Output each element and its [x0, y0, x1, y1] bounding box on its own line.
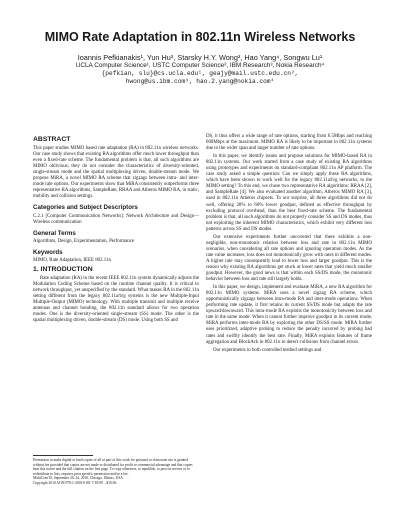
right-paragraph-5: Our experiments in both controlled testbed settings and [213, 347, 322, 353]
keywords-text: MIMO, Rate Adaptation, IEEE 802.11n [33, 257, 111, 263]
right-paragraph-2: In this paper, we identify issues and propose solutions for MIMO-based RA in 802.11n systems. Our work started from a case study of existing RA algorithms using prototypes and experiments on standard-compliant 802.11n AP platform. The case study asked a simple question: Can we simply apply these RA algorithms, which have been shown to work well for the legacy 802.11a/b/g networks, to the MIMO setting? To this end, we chose two representative RA algorithms: RRAA [2], and SampleRate [4]. We also evaluated another algorithm, Atheros MIMO RA [3], used in 802.11n Atheros chipsets. To our surprise, all three algorithms did not do well, offering 28% to 60% lower goodput, defined as effective throughput by excluding protocol overhead, than the best fixed-rate scheme. The fundamental problem is that, all such algorithms do not properly consider SS and DS modes, thus not exploiting the inherent MIMO characteristics, which exhibit very different loss patterns across SS and DS modes. [206, 154, 372, 232]
right-column [206, 134, 372, 356]
author-block [20, 54, 380, 86]
right-paragraph-3: Our extensive experiments further uncovered that there exhibits a non-negligible, non-monotonic relation between loss and rate in 802.11n MIMO scenarios, when considering all rate options and ignoring operation modes. As the rate value increases, loss does not monotonically grow with rates in different modes. A higher rate may consequently lead to lower loss and larger goodput. This is the reason why existing RA algorithms get stuck at lower rates that yield much smaller goodput. However, the good news is that within each SS/DS mode, the monotonic behavior between loss and rate still largely holds. [206, 234, 372, 283]
keywords-heading: Keywords [33, 248, 63, 256]
general-terms-text: Algorithms, Design, Experimentation, Performance [33, 238, 135, 244]
permission-text: Permission to make digital or hard copies of all or part of this work for personal or classroom use is granted without fee provided that copies are not made or distributed for profit or commercial advantage and that copies bear this notice and the full citation on the first page. To copy otherwise, to republish, to post on servers or to redistribute to lists, requires prior specific permission and/or a fee. [33, 458, 193, 476]
permission-footnote [33, 455, 199, 485]
left-column [33, 134, 199, 326]
introduction-text: Rate adaptation (RA) in the recent IEEE 802.11n system dynamically adjusts the Modulation Coding Scheme based on the runtime channel quality. It is critical to network throughput, yet unspecified by the standard. What makes RA in the 802.11n setting different from the legacy 802.11a/b/g systems is the new Multiple-Input Multiple-Output (MIMO) technology. With multiple transmit and multiple receive antennas and channel bonding, the 802.11n standard allows for two operation modes. One is the diversity-oriented single-stream (SS) mode. The other is the spatial multiplexing driven, double-stream (DS) mode. Using both SS and [33, 275, 199, 324]
author-emails-line-1: {pefkian, slu}@cs.ucla.edu¹, geajy@mail.ustc.edu.cn², [101, 69, 299, 77]
author-emails-line-2: hwong@us.ibm.com³, hao.2.yang@nokia.com⁴ [125, 77, 275, 85]
abstract-text: This paper studies MIMO based rate adaptation (RA) in 802.11n wireless networks. Our case study shows that existing RA algorithms offer much lower throughput than even a fixed-rate scheme. The fundamental problem is that, all such algorithms are MIMO oblivious; they do not consider the characteristics of diversity-oriented, single-stream mode and the spatial multiplexing driven, double-stream mode. We propose MiRA, a novel MIMO RA scheme that zigzags between intra- and inter-mode rate options. Our experiments show that MiRA consistently outperforms three representative RA algorithms, SampleRate, RRAA and Atheros MIMO RA, in static, mobility and collision settings. [33, 146, 199, 200]
right-paragraph-4: In this paper, we design, implement and evaluate MiRA, a new RA algorithm for 802.11n MIMO systems. MiRA uses a novel zigzag RA scheme, which opportunistically zigzags between intra-mode RA and inter-mode operations. When performing rate update, it first retains its current SS/DS mode but adapts the rate upward/downward. This intra-mode RA exploits the monotonicity between loss and rate in the same mode. When it cannot further improve goodput in its current mode, MiRA performs inter-mode RA by exploring the other DS/SS mode. MiRA further uses prioritized, adaptive probing to reduce the penalty incurred by probing bad rates and swiftly identify the best rate. Finally, MiRA exploits features of frame aggregation and BlockAck in 802.11n to detect collisions from channel errors. [206, 285, 372, 345]
conference-text: MobiCom'10, September 20–24, 2010, Chicago, Illinois, USA. [33, 476, 124, 480]
general-terms-heading: General Terms [33, 229, 76, 237]
copyright-text: Copyright 2010 ACM 978-1-4503-0181-7/10/09 ...$10.00. [33, 480, 118, 485]
categories-heading: Categories and Subject Descriptors [33, 204, 138, 212]
paper-title: MIMO Rate Adaptation in 802.11n Wireless Networks [44, 30, 356, 44]
footnote-divider [33, 455, 93, 456]
author-names: Ioannis Pefkianakis¹, Yun Hu², Starsky H.Y. Wong³, Hao Yang⁴, Songwu Lu¹ [77, 53, 323, 62]
introduction-heading: 1. INTRODUCTION [33, 265, 93, 273]
author-affiliations: UCLA Computer Science¹, USTC Computer Science², IBM Research³, Nokia Research⁴ [75, 61, 325, 69]
categories-text: C.2.1 [Computer Communication Networks]: Network Architecture and Design—Wireless communication [33, 213, 199, 225]
right-paragraph-1: DS, it thus offers a wide range of rate options, starting from 6.5Mbps and reaching 600Mbps at the maximum. MIMO RA is likely to be important in 802.11n systems due to the wider span and larger number of rate options. [206, 134, 372, 152]
abstract-heading: ABSTRACT [33, 136, 71, 143]
